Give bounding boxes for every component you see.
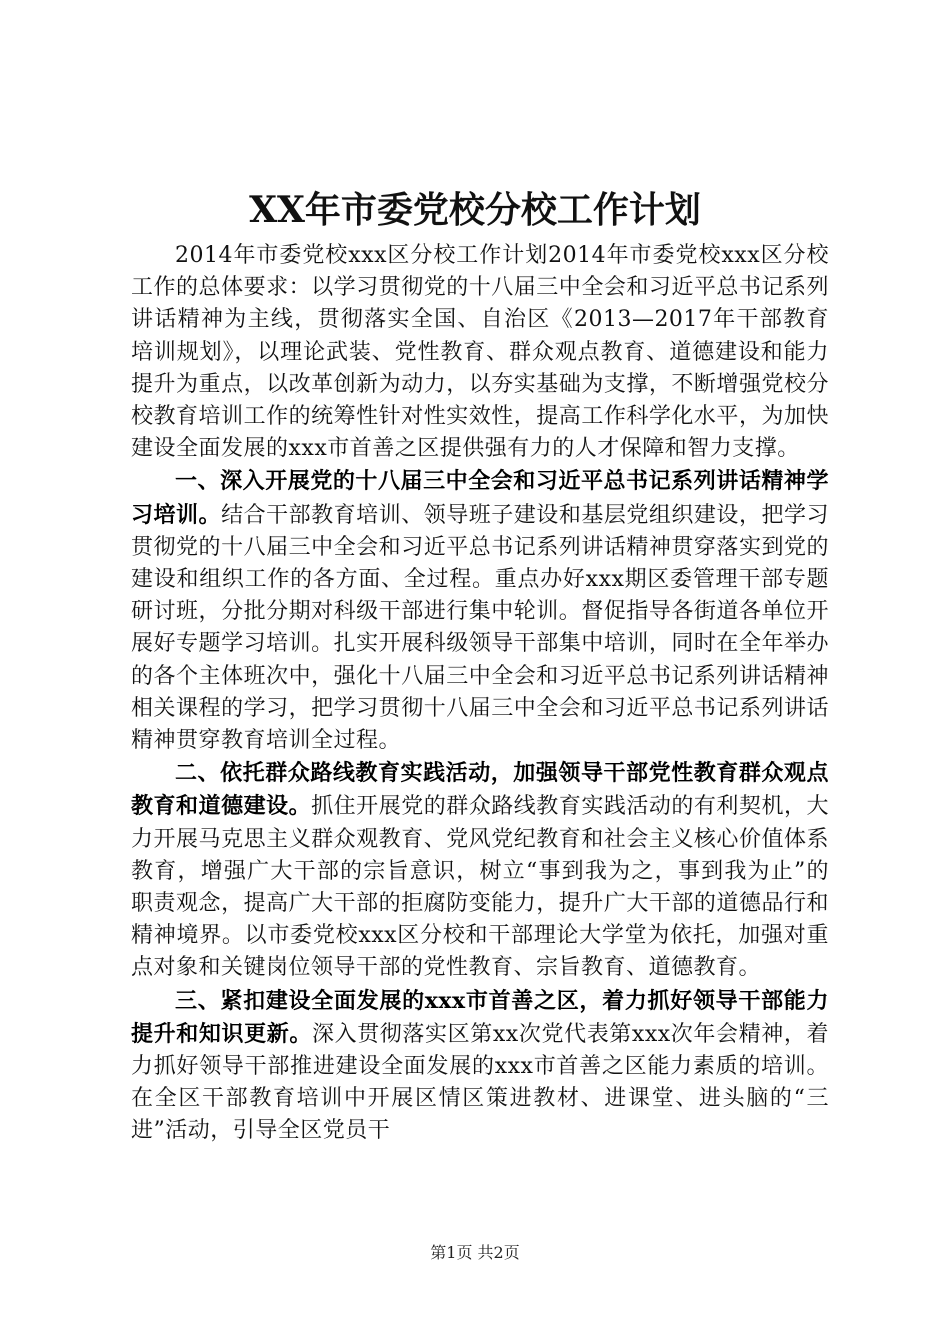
intro-text: 2014年市委党校xxx区分校工作计划2014年市委党校xxx区分校工作的总体要求：以学习贯彻党的十八届三中全会和习近平总书记系列讲话精神为主线，贯彻落实全国、自治区《2013—2017年干部教育培训规划》，以理论武装、党性教育、群众观点教育、道德建设和能力提升为重点，以改革创新为动力，以夯实基础为支撑，不断增强党校分校教育培训工作的统筹性针对性实效性，提高工作科学化水平，为加快建设全面发展的xxx市首善之区提供强有力的人才保障和智力支撑。 <box>131 243 829 462</box>
section-1-text: 结合干部教育培训、领导班子建设和基层党组织建设，把学习贯彻党的十八届三中全会和习近平总书记系列讲话精神贯穿落实到党的建设和组织工作的各方面、全过程。重点办好xxx期区委管理干部专题研讨班，分批分期对科级干部进行集中轮训。督促指导各街道各单位开展好专题学习培训。扎实开展科级领导干部集中培训，同时在全年举办的各个主体班次中，强化十八届三中全会和习近平总书记系列讲话精神相关课程的学习，把学习贯彻十八届三中全会和习近平总书记系列讲话精神贯穿教育培训全过程。 <box>131 502 829 754</box>
section-1-heading: 一、深入开展党的十八届三中全会和习近平总书记系列讲话精神学习培训。 <box>131 468 829 528</box>
page-number-footer: 第1页 共2页 <box>430 1243 520 1262</box>
section-3-text: 深入贯彻落实区第xx次党代表第xxx次年会精神，着力抓好领导干部推进建设全面发展的xxx市首善之区能力素质的培训。在全区干部教育培训中开展区情区策进教材、进课堂、进头脑的“三进”活动，引导全区党员干 <box>131 1021 829 1144</box>
section-2-heading: 二、依托群众路线教育实践活动，加强领导干部党性教育群众观点教育和道德建设。 <box>131 760 829 820</box>
section-2-text: 抓住开展党的群众路线教育实践活动的有利契机，大力开展马克思主义群众观教育、党风党纪教育和社会主义核心价值体系教育，增强广大干部的宗旨意识，树立“事到我为之，事到我为止”的职责观念，提高广大干部的拒腐防变能力，提升广大干部的道德品行和精神境界。以市委党校xxx区分校和干部理论大学堂为依托，加强对重点对象和关键岗位领导干部的党性教育、宗旨教育、道德教育。 <box>131 794 829 981</box>
intro-paragraph <box>131 240 829 465</box>
section-3-heading: 三、紧扣建设全面发展的xxx市首善之区，着力抓好领导干部能力提升和知识更新。 <box>131 987 829 1047</box>
document-title: XX年市委党校分校工作计划 <box>249 189 701 231</box>
section-3-paragraph <box>131 985 829 1148</box>
document-body <box>131 240 829 1148</box>
section-1-paragraph <box>131 465 829 757</box>
section-2-paragraph <box>131 757 829 984</box>
